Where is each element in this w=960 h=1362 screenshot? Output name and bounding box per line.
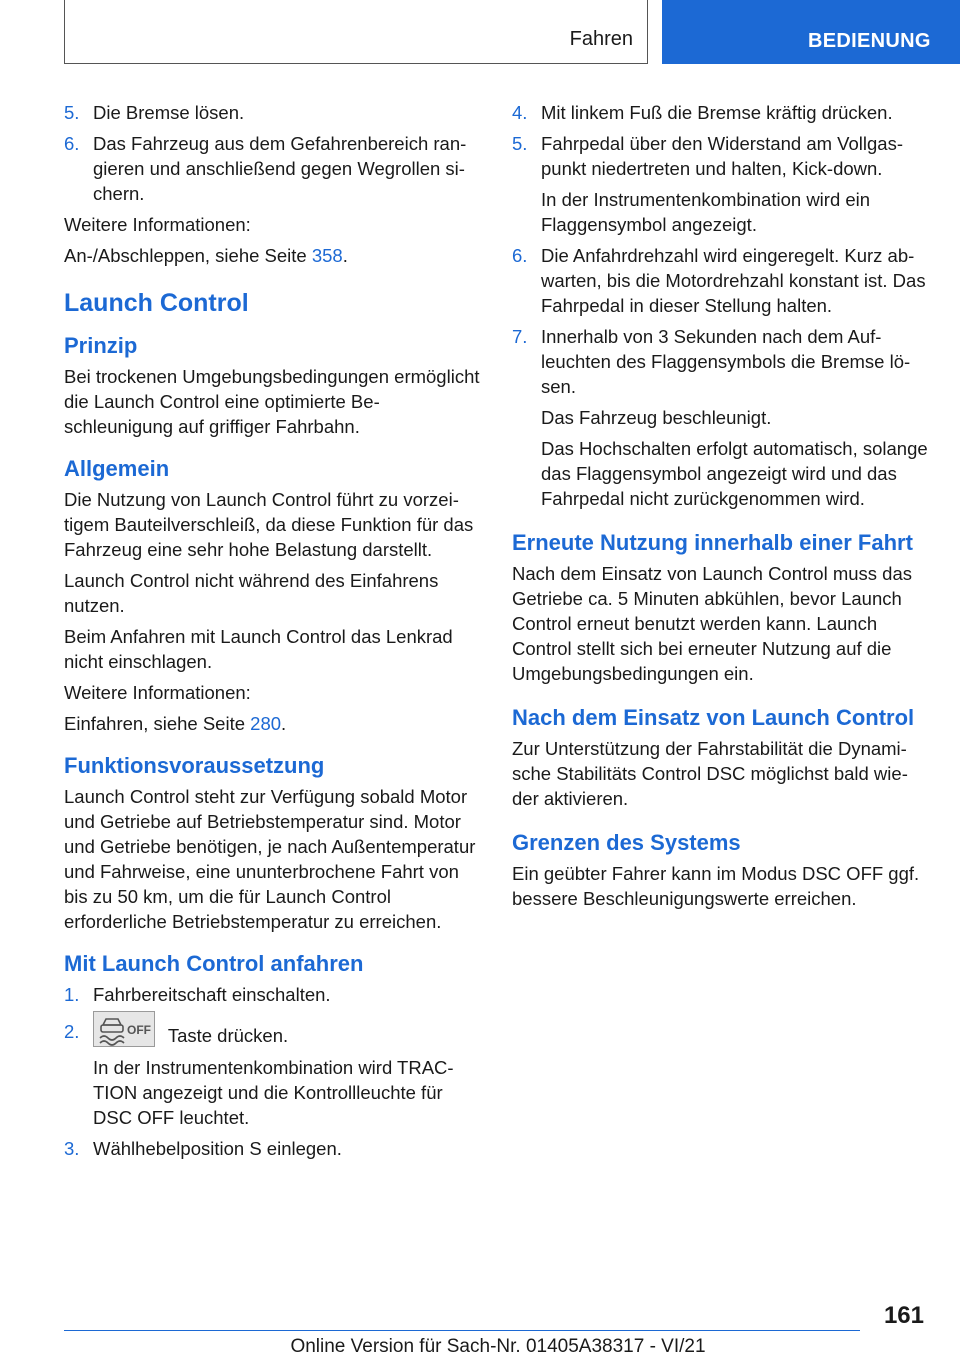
- step-note: In der Instrumentenkombination wird ein Flaggensymbol angezeigt.: [541, 189, 871, 235]
- step-text: Taste drücken.: [167, 1024, 289, 1046]
- paragraph: Beim Anfahren mit Launch Control das Lenkrad nicht einschlagen.: [64, 626, 453, 672]
- step-note: In der Instrumentenkombination wird TRACTION angezeigt und die Kontrollleuchte für DSC OFF leuchtet.: [93, 1057, 454, 1128]
- step-text: Die Anfahrdrehzahl wird eingeregelt. Kurz abwarten, bis die Motordrehzahl konstant ist. Das Fahrpedal in dieser Stellung halten.: [541, 245, 926, 316]
- section-title: Fahren: [569, 28, 633, 50]
- paragraph: Launch Control nicht während des Einfahrens nutzen.: [64, 570, 439, 616]
- heading-funktionsvoraussetzung: Funktionsvoraussetzung: [64, 753, 325, 778]
- step-number: 4.: [512, 102, 528, 123]
- step-number: 7.: [512, 326, 528, 347]
- footer-text: Online Version für Sach-Nr. 01405A38317 - VI/21: [290, 1336, 706, 1357]
- list-item: [512, 324, 928, 399]
- step-text: Mit linkem Fuß die Bremse kräftig drücken.: [541, 102, 893, 123]
- step-number: 6.: [64, 133, 80, 154]
- paragraph: Die Nutzung von Launch Control führt zu vorzeitigem Bauteilverschleiß, da diese Funktion für das Fahrzeug eine sehr hohe Belastung darstellt.: [64, 489, 474, 560]
- dsc-off-icon: [93, 1011, 155, 1047]
- page-link-280[interactable]: 280: [250, 713, 282, 734]
- list-item: [512, 131, 928, 181]
- paragraph: Launch Control steht zur Verfügung sobald Motor und Getriebe auf Betriebstemperatur sind. Motor und Getriebe benötigen, je nach Außentemperatur und Fahrweise, eine ununterbrochene Fahrt von bis zu 50 km, um die für Launch Control erforderliche Betriebstemperatur zu erreichen.: [64, 786, 476, 932]
- main-heading: Launch Control: [64, 289, 249, 317]
- info-label: Weitere Informationen:: [64, 214, 251, 235]
- info-label: Weitere Informationen:: [64, 682, 251, 703]
- page-number: 161: [883, 1302, 924, 1329]
- chapter-title: BEDIENUNG: [662, 0, 960, 64]
- footer-divider: [64, 1330, 860, 1331]
- list-item: [64, 131, 480, 206]
- paragraph: Nach dem Einsatz von Launch Control muss das Getriebe ca. 5 Minuten abkühlen, bevor Launch Control erneut benutzt werden kann. Launch Control stellt sich bei erneuter Nutzung auf die Umgebungsbedingungen ein.: [512, 563, 913, 684]
- list-item: [512, 243, 928, 318]
- step-text: Wählhebelposition S einlegen.: [93, 1138, 342, 1159]
- step-note: Das Fahrzeug beschleunigt.: [541, 407, 772, 428]
- cross-reference: An-/Abschleppen, siehe Seite 358.: [64, 245, 348, 266]
- list-item: [512, 100, 928, 125]
- paragraph: Zur Unterstützung der Fahrstabilität die Dynamische Stabilitäts Control DSC möglichst bald wieder aktivieren.: [512, 738, 908, 809]
- step-text: Das Fahrzeug aus dem Gefahrenbereich rangieren und anschließend gegen Wegrollen sichern.: [93, 133, 467, 204]
- right-column: [512, 100, 928, 917]
- reference-text: Einfahren, siehe Seite: [64, 713, 251, 734]
- paragraph: Bei trockenen Umgebungsbedingungen ermöglicht die Launch Control eine optimierte Beschleunigung auf griffiger Fahrbahn.: [64, 366, 480, 437]
- heading-allgemein: Allgemein: [64, 456, 170, 481]
- step-text: Innerhalb von 3 Sekunden nach dem Aufleuchten des Flaggensymbols die Bremse lösen.: [541, 326, 911, 397]
- page-header: [0, 0, 960, 66]
- cross-reference: Einfahren, siehe Seite 280.: [64, 713, 287, 734]
- section-tab: [64, 0, 648, 64]
- list-item: [64, 1136, 480, 1161]
- heading-erneute-nutzung: Erneute Nutzung innerhalb einer Fahrt: [512, 530, 913, 555]
- heading-anfahren: Mit Launch Control anfahren: [64, 951, 364, 976]
- icon-label: OFF: [127, 1023, 151, 1037]
- step-text: Die Bremse lösen.: [93, 102, 245, 123]
- reference-text: An-/Abschleppen, siehe Seite: [64, 245, 312, 266]
- heading-prinzip: Prinzip: [64, 333, 138, 358]
- step-text: Fahrbereitschaft einschalten.: [93, 984, 331, 1005]
- left-column: [64, 100, 480, 1167]
- step-number: 3.: [64, 1138, 80, 1159]
- step-number: 1.: [64, 984, 80, 1005]
- step-number: 2.: [64, 1021, 80, 1042]
- paragraph: Ein geübter Fahrer kann im Modus DSC OFF ggf. bessere Beschleunigungswerte erreichen.: [512, 863, 920, 909]
- list-item: [64, 982, 480, 1007]
- step-number: 5.: [512, 133, 528, 154]
- step-note: Das Hochschalten erfolgt automatisch, solange das Flaggensymbol angezeigt wird und das Fahrpedal nicht zurückgenommen wird.: [541, 438, 928, 509]
- step-text: Fahrpedal über den Widerstand am Vollgaspunkt niedertreten und halten, Kick-down.: [541, 133, 903, 179]
- step-number: 6.: [512, 245, 528, 266]
- list-item: [64, 100, 480, 125]
- heading-grenzen: Grenzen des Systems: [512, 830, 741, 855]
- step-number: 5.: [64, 102, 80, 123]
- heading-nach-dem-einsatz: Nach dem Einsatz von Launch Control: [512, 705, 915, 730]
- page-link-358[interactable]: 358: [311, 245, 343, 266]
- list-item: [64, 1019, 480, 1055]
